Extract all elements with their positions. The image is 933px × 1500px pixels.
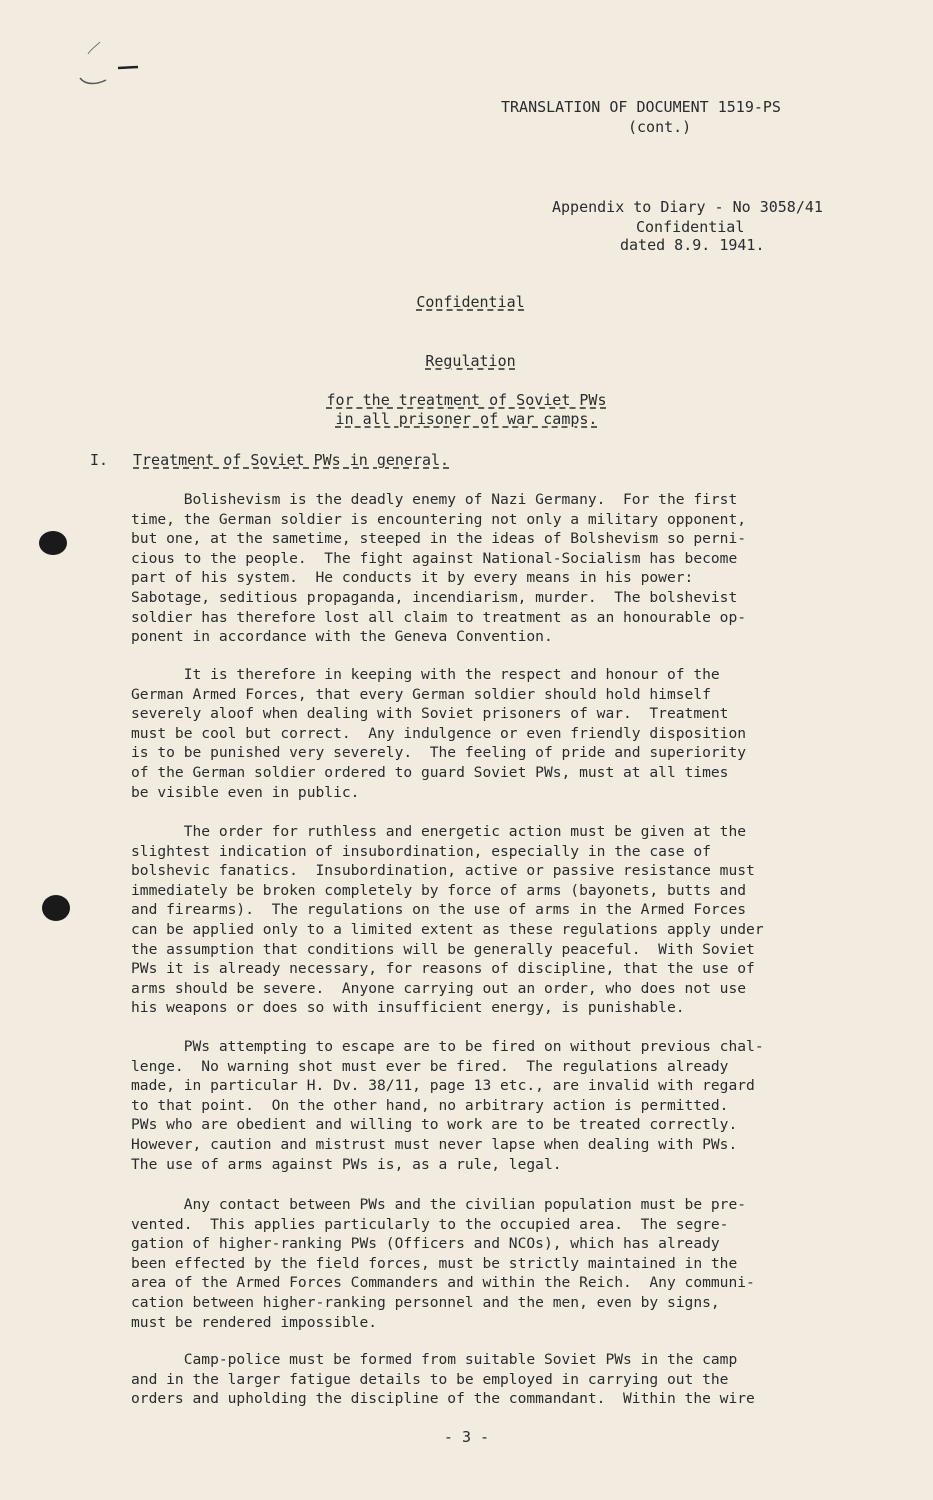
paragraph-line: must be cool but correct. Any indulgence or even friendly disposition [131,724,747,742]
paragraph-line: severely aloof when dealing with Soviet prisoners of war. Treatment [131,705,729,723]
paragraph-line: orders and upholding the discipline of the commandant. Within the wire [131,1390,755,1408]
translation-title: TRANSLATION OF DOCUMENT 1519-PS [501,98,781,116]
paragraph-line: to that point. On the other hand, no arbitrary action is permitted. [131,1096,729,1114]
paragraph-line: time, the German soldier is encountering not only a military opponent, [131,510,747,528]
paragraph-line: Bolishevism is the deadly enemy of Nazi Germany. For the first [131,491,738,508]
appendix-reference: Appendix to Diary - No 3058/41 [552,198,823,216]
paragraph-line: must be rendered impossible. [131,1313,378,1331]
paragraph-line: German Armed Forces, that every German soldier should hold himself [131,685,711,703]
page-number: - 3 - [443,1428,490,1446]
paragraph [131,1350,821,1409]
paragraph-line: PWs it is already necessary, for reasons of discipline, that the use of [131,960,755,978]
paragraph [131,1037,821,1174]
appendix-confidential: Confidential [636,218,745,236]
paragraph-line: and firearms). The regulations on the use of arms in the Armed Forces [131,901,747,919]
paragraph-line: The order for ruthless and energetic action must be given at the [131,823,747,840]
section-number: I. [90,451,109,469]
paragraph-line: arms should be severe. Anyone carrying out an order, who does not use [131,979,747,997]
regulation-heading: Regulation [425,352,516,370]
paragraph-line: Camp-police must be formed from suitable Soviet PWs in the camp [131,1351,738,1368]
paragraph-line: bolshevic fanatics. Insubordination, active or passive resistance must [131,862,755,880]
paragraph-line: vented. This applies particularly to the occupied area. The segre- [131,1215,729,1233]
section-heading: Treatment of Soviet PWs in general. [133,451,450,469]
paragraph-line: is to be punished very severely. The feeling of pride and superiority [131,744,747,762]
paragraph-line: and in the larger fatigue details to be employed in carrying out the [131,1370,729,1388]
regulation-subtitle-line2: in all prisoner of war camps. [335,410,598,428]
punch-hole [42,895,70,921]
paragraph-line: but one, at the sametime, steeped in the ideas of Bolshevism so perni- [131,530,747,548]
paragraph-line: his weapons or does so with insufficient energy, is punishable. [131,999,685,1017]
paragraph-line: been effected by the field forces, must be strictly maintained in the [131,1254,738,1272]
translation-cont: (cont.) [628,118,692,136]
paragraph-line: can be applied only to a limited extent as these regulations apply under [131,920,764,938]
paragraph [131,822,821,1018]
paragraph-line: made, in particular H. Dv. 38/11, page 13 etc., are invalid with regard [131,1077,755,1095]
paragraph [131,490,821,647]
paragraph-line: immediately be broken completely by force of arms (bayonets, butts and [131,881,747,899]
paragraph-line: part of his system. He conducts it by every means in his power: [131,569,694,587]
paragraph-line: the assumption that conditions will be generally peaceful. With Soviet [131,940,755,958]
paragraph-line: Any contact between PWs and the civilian population must be pre- [131,1196,747,1213]
paragraph [131,665,821,802]
paragraph-line: lenge. No warning shot must ever be fired. The regulations already [131,1057,729,1075]
paragraph-line: ponent in accordance with the Geneva Convention. [131,628,553,646]
paragraph [131,1195,821,1332]
paragraph-line: of the German soldier ordered to guard Soviet PWs, must at all times [131,763,729,781]
regulation-subtitle-line1: for the treatment of Soviet PWs [326,391,607,409]
punch-hole [39,531,67,555]
paragraph-line: However, caution and mistrust must never lapse when dealing with PWs. [131,1135,738,1153]
paragraph-line: The use of arms against PWs is, as a rule, legal. [131,1155,562,1173]
paragraph-line: It is therefore in keeping with the respect and honour of the [131,666,720,683]
appendix-date: dated 8.9. 1941. [620,236,765,254]
paragraph-line: slightest indication of insubordination, especially in the case of [131,842,711,860]
paragraph-line: gation of higher-ranking PWs (Officers and NCOs), which has already [131,1235,720,1253]
paragraph-line: soldier has therefore lost all claim to treatment as an honourable op- [131,608,747,626]
paragraph-line: cious to the people. The fight against National-Socialism has become [131,549,738,567]
pen-mark [78,40,148,90]
paragraph-line: area of the Armed Forces Commanders and within the Reich. Any communi- [131,1274,755,1292]
paragraph-line: cation between higher-ranking personnel and the men, even by signs, [131,1293,720,1311]
paragraph-line: be visible even in public. [131,783,360,801]
confidential-heading: Confidential [416,293,525,311]
paragraph-line: PWs attempting to escape are to be fired on without previous chal- [131,1038,764,1055]
paragraph-line: Sabotage, seditious propaganda, incendiarism, murder. The bolshevist [131,588,738,606]
paragraph-line: PWs who are obedient and willing to work are to be treated correctly. [131,1116,738,1134]
